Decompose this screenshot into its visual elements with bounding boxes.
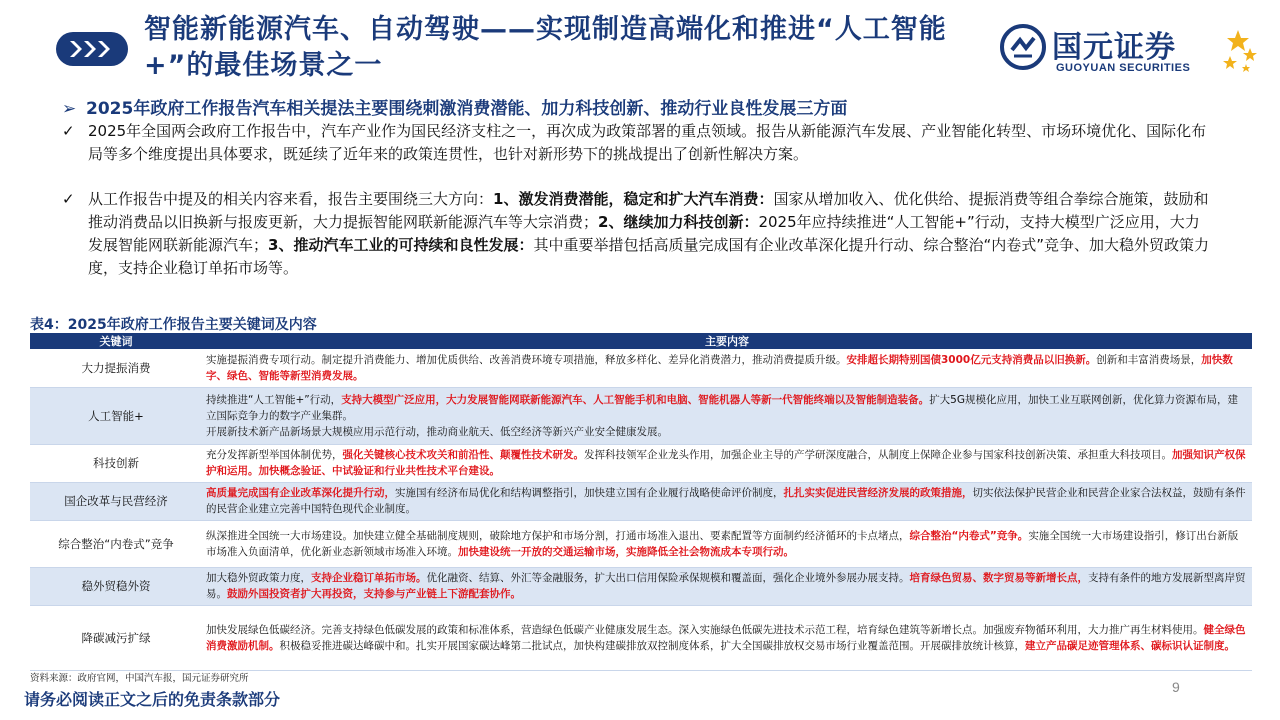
content-text: 纵深推进全国统一大市场建设。加快建立健全基础制度规则，破除地方保护和市场分割，打通市场准入退出、要素配置等方面制约经济循环的卡点堵点，	[206, 529, 910, 542]
page-title: 智能新能源汽车、自动驾驶——实现制造高端化和推进“人工智能+”的最佳场景之一	[144, 14, 947, 81]
logo-chinese-name: 国元证券	[1052, 30, 1176, 65]
check-icon: ✓	[62, 190, 75, 208]
highlight-text: 加快数字、绿色、智能等新型消费发展。	[206, 353, 1233, 382]
table-cell-keyword: 综合整治“内卷式”竞争	[30, 520, 202, 567]
disclaimer-footer: 请务必阅读正文之后的免责条款部分	[24, 690, 281, 709]
bullet-text	[88, 188, 1212, 280]
table-cell-keyword: 降碳减污扩绿	[30, 605, 202, 670]
table-cell-keyword: 大力提振消费	[30, 349, 202, 387]
highlight-text: 加快建设统一开放的交通运输市场，实施降低全社会物流成本专项行动。	[458, 545, 794, 558]
table-caption: 表4：2025年政府工作报告主要关键词及内容	[30, 317, 317, 333]
content-text: 发挥科技领军企业龙头作用，加强企业主导的产学研深度融合，从制度上保障企业参与国家科技创新决策、承担重大科技项目。	[584, 449, 1172, 461]
table-row	[30, 567, 1252, 605]
highlight-text: 加强知识产权保护和运用。加快概念验证、中试验证和行业共性技术平台建设。	[206, 449, 1246, 477]
table-cell-keyword: 科技创新	[30, 444, 202, 482]
content-text: 开展新技术新产品新场景大规模应用示范行动，推动商业航天、低空经济等新兴产业安全健康发展。	[206, 425, 668, 438]
table-cell-content	[202, 567, 1252, 605]
content-text: 实施全国统一大市场建设指引，修订出台新版市场准入负面清单，优化新业态新领域市场准入环境。	[206, 529, 1239, 558]
highlight-text: 高质量完成国有企业改革深化提升行动，	[206, 487, 395, 499]
highlight-text: 支持大模型广泛应用，大力发展智能网联新能源汽车、人工智能手机和电脑、智能机器人等新一代智能终端以及智能制造装备。	[341, 393, 930, 406]
keywords-table	[30, 333, 1252, 671]
bullet-paragraph-1	[62, 120, 1212, 166]
bullet-segment: 2025年全国两会政府工作报告中，汽车产业作为国民经济支柱之一，再次成为政策部署的重点领域。报告从新能源汽车发展、产业智能化转型、市场环境优化、国际化布局等多个维度提出具体要求，既延续了近年来的政策连贯性，也针对新形势下的挑战提出了创新性解决方案。	[88, 122, 1207, 163]
bullet-paragraph-2	[62, 188, 1212, 280]
table-row	[30, 349, 1252, 387]
content-text: 优化融资、结算、外汇等金融服务，扩大出口信用保险承保规模和覆盖面，强化企业境外参展办展支持。	[426, 572, 910, 584]
highlight-text: 鼓励外国投资者扩大再投资，支持参与产业链上下游配套协作。	[227, 588, 521, 600]
highlight-text: 强化关键核心技术攻关和前沿性、颠覆性技术研发。	[342, 449, 584, 461]
logo-mark-icon	[1000, 24, 1046, 70]
table-cell-content	[202, 349, 1252, 387]
stars-icon	[1208, 28, 1258, 76]
bullet-segment-bold: 3、推动汽车工业的可持续和良性发展：	[268, 236, 534, 254]
table-cell-keyword: 国企改革与民营经济	[30, 482, 202, 520]
bullet-segment: 国家从增加收入、优化供给、提振消费等组合拳综合施策，鼓励和推动消费品以旧换新与报废更新，大力提振智能网联新能源汽车等大宗消费；	[88, 190, 1209, 231]
table-cell-content	[202, 444, 1252, 482]
content-text: 创新和丰富消费场景，	[1096, 353, 1202, 366]
bullet-segment: 2025年应持续推进“人工智能+”行动，支持大模型广泛应用，大力发展智能网联新能源汽车；	[88, 213, 1200, 254]
highlight-text: 培育绿色贸易、数字贸易等新增长点，	[909, 572, 1088, 584]
table-header-row	[30, 333, 1252, 349]
table-cell-keyword: 人工智能+	[30, 387, 202, 444]
content-text: 持续推进“人工智能+”行动，	[206, 393, 342, 406]
bullet-segment-bold: 1、激发消费潜能，稳定和扩大汽车消费：	[493, 190, 774, 208]
logo-english-name: GUOYUAN SECURITIES	[1056, 62, 1191, 74]
content-text: 加大稳外贸政策力度，	[206, 572, 311, 584]
table-row	[30, 482, 1252, 520]
content-text: 切实依法保护民营企业和民营企业家合法权益，鼓励有条件的民营企业建立完善中国特色现代企业制度。	[206, 487, 1246, 515]
table-row	[30, 387, 1252, 444]
content-text: 扩大5G规模化应用，加快工业互联网创新，优化算力资源布局，建立国际竞争力的数字产业集群。	[206, 393, 1239, 422]
highlight-text: 综合整治“内卷式”竞争。	[909, 529, 1029, 542]
highlight-text: 建立产品碳足迹管理体系、碳标识认证制度。	[1025, 639, 1235, 652]
table-cell-content	[202, 520, 1252, 567]
highlight-text: 扎扎实实促进民营经济发展的政策措施，	[783, 487, 973, 499]
content-text: 加快发展绿色低碳经济。完善支持绿色低碳发展的政策和标准体系，营造绿色低碳产业健康发展生态。深入实施绿色低碳先进技术示范工程，培育绿色建筑等新增长点。加强废弃物循环利用，大力推广再生材料使用。	[206, 623, 1204, 636]
table-cell-keyword: 稳外贸稳外资	[30, 567, 202, 605]
table-cell-content	[202, 482, 1252, 520]
source-note: 资料来源：政府官网，中国汽车报，国元证券研究所	[30, 673, 249, 684]
bullet-segment: 从工作报告中提及的相关内容来看，报告主要围绕三大方向：	[88, 190, 494, 208]
table-row	[30, 444, 1252, 482]
arrow-bullet-icon: ➢	[62, 99, 77, 119]
section-heading-text: 2025年政府工作报告汽车相关提法主要围绕刺激消费潜能、加力科技创新、推动行业良性发展三方面	[86, 99, 848, 119]
table-cell-content	[202, 605, 1252, 670]
section-heading	[62, 94, 847, 119]
bullet-segment-bold: 2、继续加力科技创新：	[598, 213, 759, 231]
content-text: 充分发挥新型举国体制优势，	[206, 449, 343, 461]
company-logo	[1000, 22, 1260, 82]
check-icon: ✓	[62, 122, 75, 140]
bullet-segment: 其中重要举措包括高质量完成国有企业改革深化提升行动、综合整治“内卷式”竞争、加大稳外贸政策力度，支持企业稳订单拓市场等。	[88, 236, 1210, 277]
content-text: 支持有条件的地方发展新型离岸贸易。	[206, 572, 1246, 600]
content-text: 实施提振消费专项行动。制定提升消费能力、增加优质供给、改善消费环境专项措施，释放多样化、差异化消费潜力，推动消费提质升级。	[206, 353, 847, 366]
bullet-text	[88, 120, 1212, 166]
content-text: 实施国有经济布局优化和结构调整指引，加快建立国有企业履行战略使命评价制度，	[395, 487, 784, 499]
content-text: 积极稳妥推进碳达峰碳中和。扎实开展国家碳达峰第二批试点，加快构建碳排放双控制度体系，扩大全国碳排放权交易市场行业覆盖范围。开展碳排放统计核算，	[279, 639, 1025, 652]
table-row	[30, 520, 1252, 567]
triple-chevron-icon	[56, 32, 128, 66]
highlight-text: 安排超长期特别国债3000亿元支持消费品以旧换新。	[846, 353, 1097, 366]
table-cell-content	[202, 387, 1252, 444]
table-row	[30, 605, 1252, 670]
page-number: 9	[1172, 679, 1180, 695]
highlight-text: 健全绿色消费激励机制。	[206, 623, 1246, 652]
highlight-text: 支持企业稳订单拓市场。	[311, 572, 427, 584]
table-header-cell: 关键词	[30, 333, 202, 349]
table-header-cell: 主要内容	[202, 333, 1252, 349]
